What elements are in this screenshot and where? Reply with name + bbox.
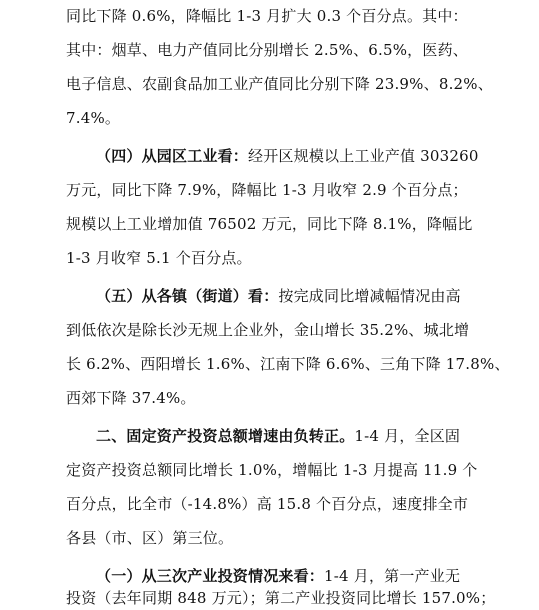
paragraph-line: 到低依次是除长沙无规上企业外，金山增长 35.2%、城北增 — [66, 321, 470, 339]
paragraph-text: 1-4 月，第一产业无 — [324, 567, 461, 585]
paragraph-line: 投资（去年同期 848 万元）；第二产业投资同比增长 157.0%； — [66, 589, 496, 607]
section-heading-park-industry: （四）从园区工业看： — [96, 147, 249, 165]
paragraph-line: 定资产投资总额同比增长 1.0%，增幅比 1-3 月提高 11.9 个 — [66, 461, 478, 479]
section-heading-fixed-assets: 二、固定资产投资总额增速由负转正。 — [96, 427, 355, 445]
paragraph-first-line — [96, 146, 479, 166]
paragraph-line: 规模以上工业增加值 76502 万元，同比下降 8.1%，降幅比 — [66, 215, 473, 233]
paragraph-line: 长 6.2%、西阳增长 1.6%、江南下降 6.6%、三角下降 17.8%、 — [66, 355, 510, 373]
paragraph-line: 百分点，比全市（-14.8%）高 15.8 个百分点，速度排全市 — [66, 495, 469, 513]
section-heading-three-industries: （一）从三次产业投资情况来看： — [96, 567, 325, 585]
paragraph-text: 经开区规模以上工业产值 303260 — [248, 147, 479, 165]
paragraph-text: 1-4 月，全区固 — [354, 427, 461, 445]
paragraph-first-line — [96, 426, 460, 446]
paragraph-first-line — [96, 566, 460, 586]
paragraph-line: 其中：烟草、电力产值同比分别增长 2.5%、6.5%，医药、 — [66, 41, 468, 59]
paragraph-line: 同比下降 0.6%，降幅比 1-3 月扩大 0.3 个百分点。其中： — [66, 7, 468, 25]
section-heading-towns: （五）从各镇（街道）看： — [96, 287, 279, 305]
paragraph-line: 电子信息、农副食品加工业产值同比分别下降 23.9%、8.2%、 — [66, 75, 493, 93]
paragraph-text: 按完成同比增减幅情况由高 — [278, 287, 461, 305]
paragraph-first-line — [96, 286, 461, 306]
paragraph-line: 1-3 月收窄 5.1 个百分点。 — [66, 249, 252, 267]
paragraph-line: 西郊下降 37.4%。 — [66, 389, 196, 407]
paragraph-line: 万元，同比下降 7.9%，降幅比 1-3 月收窄 2.9 个百分点； — [66, 181, 468, 199]
paragraph-line: 7.4%。 — [66, 109, 121, 127]
paragraph-line: 各县（市、区）第三位。 — [66, 529, 234, 547]
